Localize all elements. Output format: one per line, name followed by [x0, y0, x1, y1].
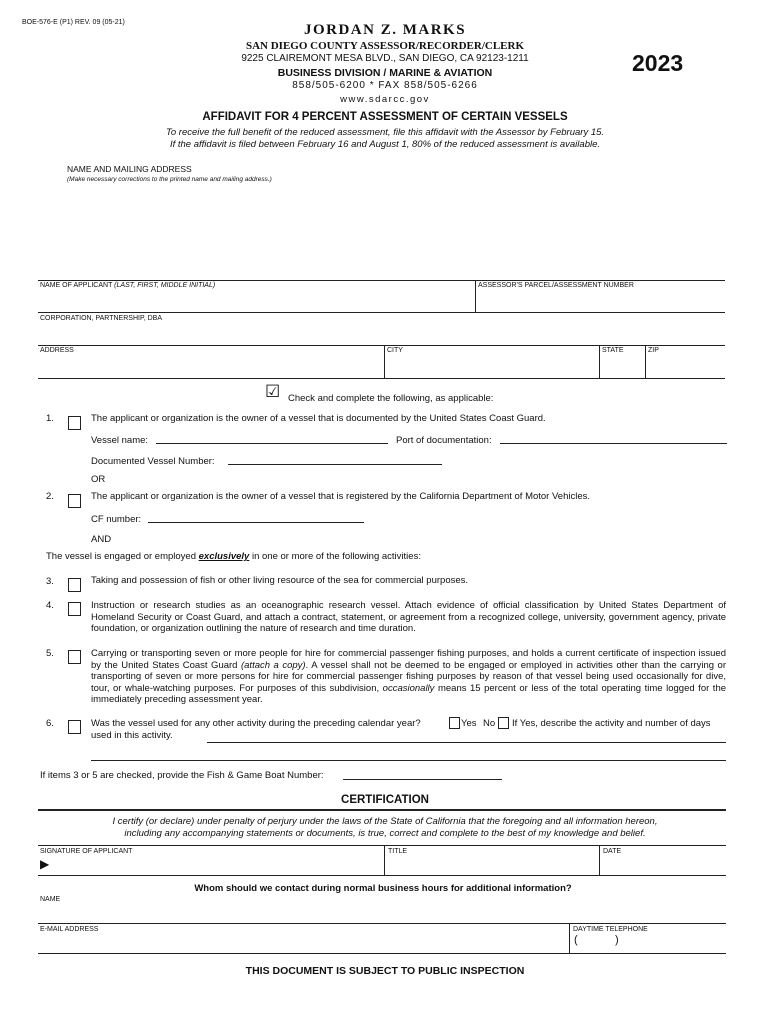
- item-6-days-label: used in this activity.: [91, 730, 173, 741]
- item-4-text: Instruction or research studies as an oceanographic research vessel. Attach evidence of official classification by United States Department of Homeland Security or Coast Guard, and attach a contract, statement, or agreement from a recognized college, university, government agency, private foundation, or organization outlining the nature of research and time duration.: [91, 600, 726, 635]
- and-label: AND: [91, 534, 112, 545]
- area-code-close: ): [615, 934, 619, 946]
- vessel-name-field[interactable]: [156, 433, 388, 444]
- yes-label: Yes: [461, 718, 477, 729]
- documented-vessel-number-field[interactable]: [228, 454, 442, 465]
- assessor-name: JORDAN Z. MARKS: [303, 22, 467, 38]
- zip-field[interactable]: [647, 356, 725, 376]
- city-label: CITY: [387, 347, 403, 354]
- parcel-number-field[interactable]: [477, 291, 725, 311]
- no-checkbox[interactable]: [498, 717, 509, 729]
- mailing-note: (Make necessary corrections to the printed name and mailing address.): [67, 176, 272, 183]
- form-code: BOE-576-E (P1) REV. 09 (05-21): [22, 19, 125, 26]
- parcel-number-label: ASSESSOR'S PARCEL/ASSESSMENT NUMBER: [478, 282, 634, 289]
- email-label: E-MAIL ADDRESS: [40, 926, 99, 933]
- title-label: TITLE: [388, 848, 408, 855]
- port-of-documentation-label: Port of documentation:: [396, 435, 492, 446]
- applicant-name-field[interactable]: [38, 291, 474, 311]
- item-4-number: 4.: [46, 600, 54, 611]
- item-6-checkbox[interactable]: [68, 720, 81, 734]
- title-field[interactable]: [386, 856, 597, 874]
- certification-title: CERTIFICATION: [341, 794, 429, 806]
- intro-line-2: If the affidavit is filed between February 16 and August 1, 80% of the reduced assessment is available.: [169, 139, 601, 150]
- vessel-name-label: Vessel name:: [91, 435, 149, 446]
- item-2-text: The applicant or organization is the owner of a vessel that is registered by the California Department of Motor Vehicles.: [91, 491, 591, 502]
- daytime-telephone-field[interactable]: [571, 934, 725, 952]
- no-label: No: [483, 718, 496, 729]
- documented-vessel-number-label: Documented Vessel Number:: [91, 456, 215, 467]
- state-field[interactable]: [601, 356, 644, 376]
- form-title: AFFIDAVIT FOR 4 PERCENT ASSESSMENT OF CERTAIN VESSELS: [202, 111, 568, 123]
- item-2-number: 2.: [46, 491, 54, 502]
- office-name: SAN DIEGO COUNTY ASSESSOR/RECORDER/CLERK: [245, 40, 524, 52]
- signature-label: SIGNATURE OF APPLICANT: [40, 848, 133, 855]
- email-field[interactable]: [38, 934, 566, 952]
- certification-line-1: I certify (or declare) under penalty of perjury under the laws of the State of California that the foregoing and all information hereon,: [112, 816, 658, 827]
- item-6-question: Was the vessel used for any other activity during the preceding calendar year?: [91, 718, 421, 729]
- contact-name-label: NAME: [40, 896, 61, 903]
- contact-question: Whom should we contact during normal business hours for additional information?: [194, 883, 572, 894]
- checkmark-icon: ☑: [265, 382, 281, 401]
- item-2-checkbox[interactable]: [68, 494, 81, 508]
- address-label: ADDRESS: [40, 347, 74, 354]
- item-1-checkbox[interactable]: [68, 416, 81, 430]
- contact-name-field[interactable]: [38, 904, 726, 922]
- item-3-number: 3.: [46, 576, 54, 587]
- certification-line-2: including any accompanying statements or documents, is true, correct and complete to the best of my knowledge and belief.: [124, 828, 646, 839]
- division-name: BUSINESS DIVISION / MARINE & AVIATION: [277, 67, 493, 79]
- applicant-name-label: NAME OF APPLICANT (LAST, FIRST, MIDDLE INITIAL): [40, 282, 216, 289]
- city-field[interactable]: [386, 356, 598, 376]
- item-5-number: 5.: [46, 648, 54, 659]
- corporation-field[interactable]: [38, 324, 725, 344]
- arrow-right-icon: ▶: [40, 857, 50, 871]
- phone-fax: 858/505-6200 * FAX 858/505-6266: [292, 80, 478, 91]
- cf-number-field[interactable]: [148, 512, 364, 523]
- item-4-checkbox[interactable]: [68, 602, 81, 616]
- area-code-open: (: [574, 934, 578, 946]
- public-inspection-notice: THIS DOCUMENT IS SUBJECT TO PUBLIC INSPECTION: [245, 965, 525, 977]
- fish-game-boat-number-field[interactable]: [343, 769, 502, 780]
- engaged-exclusively-text: The vessel is engaged or employed exclusively in one or more of the following activities:: [46, 551, 421, 562]
- port-of-documentation-field[interactable]: [500, 433, 727, 444]
- daytime-telephone-label: DAYTIME TELEPHONE: [573, 926, 648, 933]
- or-label: OR: [91, 474, 106, 485]
- fish-game-label: If items 3 or 5 are checked, provide the Fish & Game Boat Number:: [40, 770, 324, 781]
- item-3-checkbox[interactable]: [68, 578, 81, 592]
- item-1-text: The applicant or organization is the owner of a vessel that is documented by the United States Coast Guard.: [91, 413, 546, 424]
- corporation-label: CORPORATION, PARTNERSHIP, DBA: [40, 315, 163, 322]
- state-label: STATE: [602, 347, 624, 354]
- office-address: 9225 CLAIREMONT MESA BLVD., SAN DIEGO, CA 92123-1211: [241, 53, 529, 64]
- date-field[interactable]: [601, 856, 725, 874]
- item-1-number: 1.: [46, 413, 54, 424]
- yes-checkbox[interactable]: [449, 717, 460, 729]
- activity-description-field[interactable]: [207, 732, 726, 743]
- date-label: DATE: [603, 848, 622, 855]
- item-5-checkbox[interactable]: [68, 650, 81, 664]
- intro-line-1: To receive the full benefit of the reduced assessment, file this affidavit with the Assessor by February 15.: [165, 127, 605, 138]
- check-instruction: Check and complete the following, as applicable:: [288, 393, 494, 404]
- signature-field[interactable]: [56, 856, 382, 874]
- website: www.sdarcc.gov: [340, 94, 430, 105]
- item-3-text: Taking and possession of fish or other living resource of the sea for commercial purposes.: [91, 575, 469, 586]
- zip-label: ZIP: [648, 347, 659, 354]
- mailing-label: NAME AND MAILING ADDRESS: [67, 164, 192, 174]
- item-5-text: Carrying or transporting seven or more people for hire for commercial passenger fishing purposes, and holds a current certificate of inspection issued by the United States Coast Guard (attach a copy). A vessel shall not be deemed to be engaged or employed in activities other than the carrying or transporting of seven or more persons for hire for commercial passenger fishing purposes by reason of that vessel being used occasionally for dive, tour, or whale-watching purposes. For purposes of this subdivision, occasionally means 15 percent or less of the total operating time logged for the immediately preceding assessment year.: [91, 648, 727, 706]
- activity-description-field-2[interactable]: [91, 750, 726, 761]
- item-6-describe-label: If Yes, describe the activity and number of days: [512, 718, 711, 729]
- tax-year: 2023: [632, 50, 684, 76]
- cf-number-label: CF number:: [91, 514, 142, 525]
- item-6-number: 6.: [46, 718, 54, 729]
- address-field[interactable]: [38, 356, 383, 376]
